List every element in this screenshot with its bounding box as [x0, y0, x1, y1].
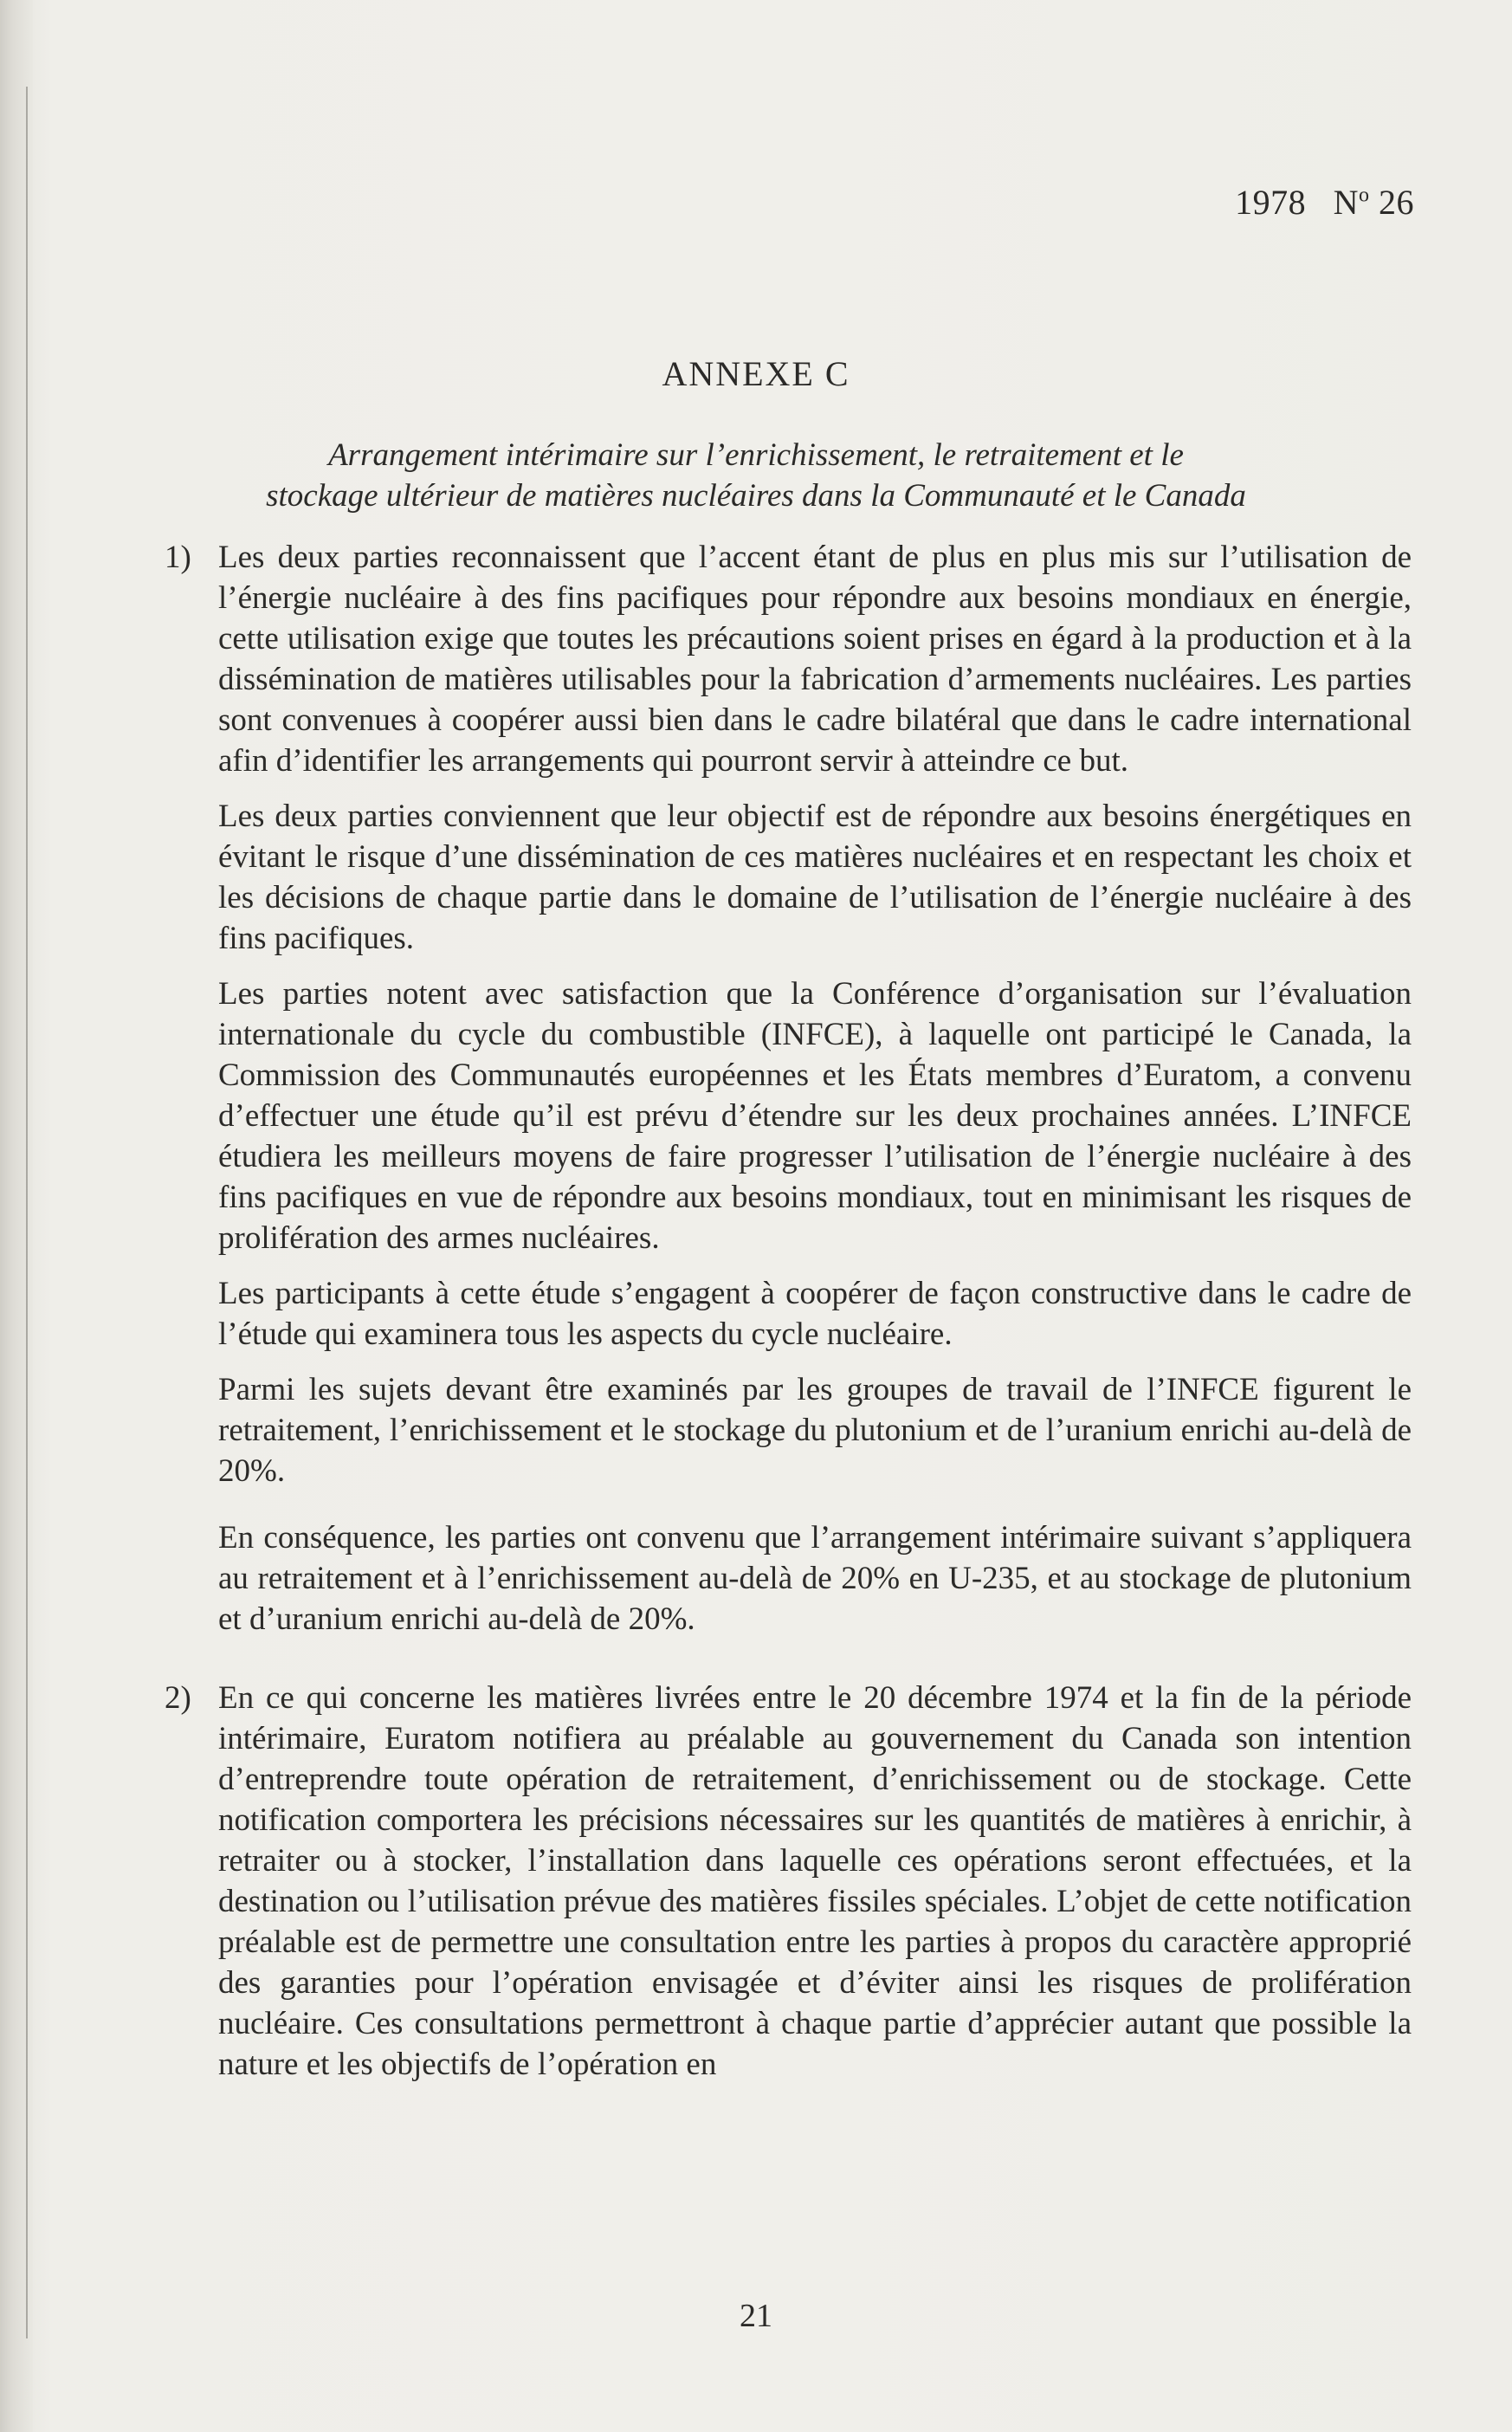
paragraph-6	[165, 1517, 1412, 1640]
gazette-number-sup: o	[1359, 184, 1370, 207]
paragraph-text: Les deux parties reconnaissent que l’accent étant de plus en plus mis sur l’utilisation de l’énergie nucléaire à des fins pacifiques pour répondre aux besoins mondiaux en énergie, cette utilisation exige que toutes les précautions soient prises en égard à la production et à la dissémination de matières utilisables pour la fabrication d’armements nucléaires. Les parties sont convenues à coopérer aussi bien dans le cadre bilatéral que dans le cadre international afin d’identifier les arrangements qui pourront servir à atteindre ce but.	[218, 540, 1412, 779]
gazette-number-prefix: N	[1333, 183, 1359, 222]
paragraph-text: Parmi les sujets devant être examinés par les groupes de travail de l’INFCE figurent le retraitement, l’enrichissement et le stockage du plutonium et de l’uranium enrichi au-delà de 20%.	[218, 1372, 1412, 1489]
gazette-year: 1978	[1235, 183, 1307, 222]
paragraph-3	[165, 973, 1412, 1258]
gazette-number: 26	[1379, 183, 1414, 222]
paragraph-2	[165, 796, 1412, 959]
paragraph-text: Les deux parties conviennent que leur objectif est de répondre aux besoins énergétiques en évitant le risque d’une dissémination de ces matières nucléaires et en respectant les choix et les décisions de chaque partie dans le domaine de l’utilisation de l’énergie nucléaire à des fins pacifiques.	[218, 799, 1412, 956]
paragraph-7	[165, 1678, 1412, 2085]
body-text	[165, 537, 1412, 2085]
paragraph-text: Les parties notent avec satisfaction que la Conférence d’organisation sur l’évaluation internationale du cycle du combustible (INFCE), à laquelle ont participé le Canada, la Commission des Communautés européennes et les États membres d’Euratom, a convenu d’effectuer une étude qu’il est prévu d’étendre sur les deux prochaines années. L’INFCE étudiera les meilleurs moyens de faire progresser l’utilisation de l’énergie nucléaire à des fins pacifiques en vue de répondre aux besoins mondiaux, tout en minimisant les risques de prolifération des armes nucléaires.	[218, 976, 1412, 1256]
annex-subtitle	[130, 435, 1382, 516]
annex-title: ANNEXE C	[662, 354, 850, 393]
paragraph-5	[165, 1369, 1412, 1491]
paragraph-number: 1)	[165, 540, 191, 575]
page-number: 21	[740, 2298, 772, 2334]
paragraph-1	[165, 537, 1412, 781]
paragraph-number: 2)	[165, 1680, 191, 1716]
gazette-reference	[1235, 182, 1414, 223]
paragraph-4	[165, 1273, 1412, 1355]
paragraph-text: Les participants à cette étude s’engagent à coopérer de façon constructive dans le cadre de l’étude qui examinera tous les aspects du cycle nucléaire.	[218, 1276, 1412, 1352]
paragraph-text: En ce qui concerne les matières livrées entre le 20 décembre 1974 et la fin de la période intérimaire, Euratom notifiera au préalable au gouvernement du Canada son intention d’entreprendre toute opération de retraitement, d’enrichissement ou de stockage. Cette notification comportera les précisions nécessaires sur les quantités de matières à enrichir, à retraiter ou à stocker, l’installation dans laquelle ces opérations seront effectuées, et la destination ou l’utilisation prévue des matières fissiles spéciales. L’objet de cette notification préalable est de permettre une consultation entre les parties à propos du caractère approprié des garanties pour l’opération envisagée et d’éviter ainsi les risques de prolifération nucléaire. Ces consultations permettront à chaque partie d’apprécier autant que possible la nature et les objectifs de l’opération en	[218, 1680, 1412, 2082]
annex-subtitle-line-1: Arrangement intérimaire sur l’enrichissement, le retraitement et le	[328, 437, 1184, 473]
paragraph-text: En conséquence, les parties ont convenu que l’arrangement intérimaire suivant s’appliquera au retraitement et à l’enrichissement au-delà de 20% en U-235, et au stockage de plutonium et d’uranium enrichi au-delà de 20%.	[218, 1520, 1412, 1637]
spine-line	[26, 87, 28, 2338]
annex-subtitle-line-2: stockage ultérieur de matières nucléaires dans la Communauté et le Canada	[266, 478, 1246, 514]
